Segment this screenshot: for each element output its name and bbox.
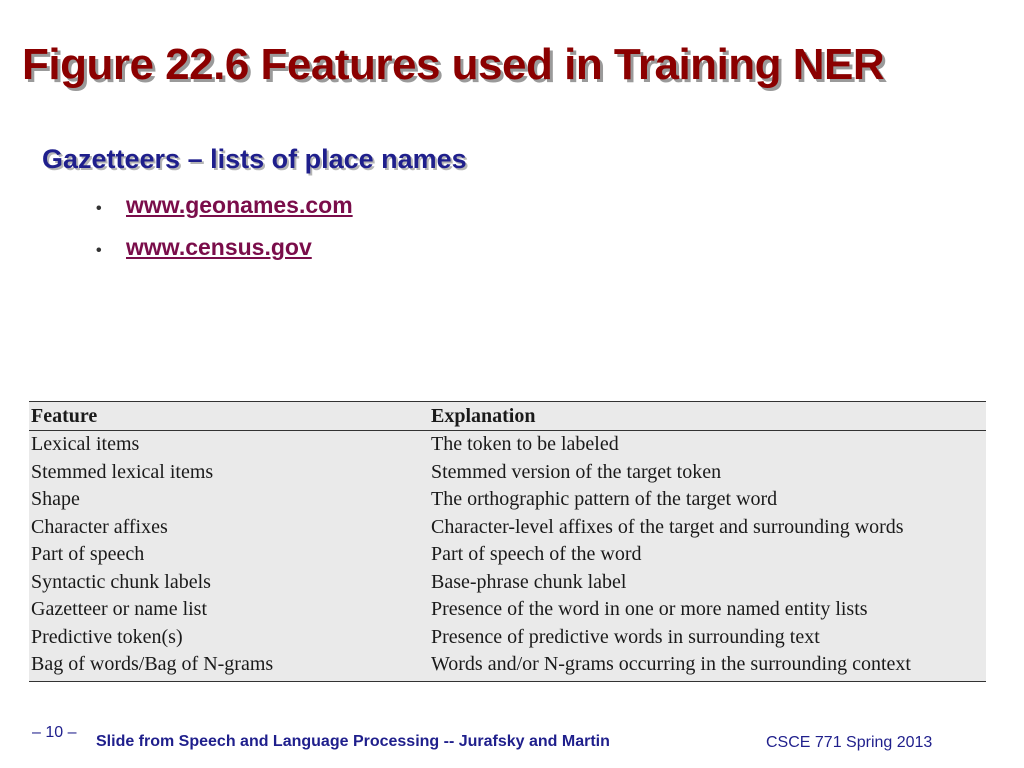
feature-cell: Stemmed lexical items <box>31 460 214 483</box>
feature-cell: Character affixes <box>31 515 168 538</box>
explanation-cell: The token to be labeled <box>431 433 619 456</box>
bullet-icon: • <box>96 200 102 217</box>
explanation-cell: Presence of the word in one or more named entity lists <box>431 598 868 621</box>
table-row <box>29 624 986 652</box>
table-row <box>29 459 986 487</box>
footer-course: CSCE 771 Spring 2013 <box>766 734 933 751</box>
feature-table-container <box>29 401 986 682</box>
feature-cell: Predictive token(s) <box>31 625 183 648</box>
explanation-cell: Words and/or N-grams occurring in the surrounding context <box>431 653 911 676</box>
table-row <box>29 541 986 569</box>
census-link[interactable]: www.census.gov <box>126 234 312 260</box>
table-row <box>29 486 986 514</box>
list-item <box>96 234 353 276</box>
explanation-cell: Presence of predictive words in surrounding text <box>431 625 820 648</box>
feature-cell: Part of speech <box>31 543 145 566</box>
column-header-feature: Feature <box>29 402 429 431</box>
feature-cell: Lexical items <box>31 433 140 456</box>
section-heading: Gazetteers – lists of place names <box>42 144 467 174</box>
feature-cell: Bag of words/Bag of N-grams <box>31 653 274 676</box>
table-header-row <box>29 402 986 431</box>
explanation-cell: Stemmed version of the target token <box>431 460 722 483</box>
list-item <box>96 192 353 234</box>
bullet-icon: • <box>96 242 102 259</box>
geonames-link[interactable]: www.geonames.com <box>126 192 353 218</box>
table-row <box>29 569 986 597</box>
feature-cell: Gazetteer or name list <box>31 598 208 621</box>
table-row <box>29 596 986 624</box>
feature-table <box>29 402 986 679</box>
slide-title: Figure 22.6 Features used in Training NER <box>22 40 885 89</box>
table-row <box>29 651 986 679</box>
explanation-cell: Character-level affixes of the target and surrounding words <box>431 515 904 538</box>
page-number: – 10 – <box>32 724 77 741</box>
link-list <box>96 192 353 276</box>
explanation-cell: Base-phrase chunk label <box>431 570 627 593</box>
feature-cell: Syntactic chunk labels <box>31 570 211 593</box>
table-row <box>29 514 986 542</box>
footer-credit: Slide from Speech and Language Processing -- Jurafsky and Martin <box>96 733 610 750</box>
column-header-explanation: Explanation <box>429 402 986 431</box>
explanation-cell: The orthographic pattern of the target word <box>431 488 778 511</box>
feature-cell: Shape <box>31 488 80 511</box>
explanation-cell: Part of speech of the word <box>431 543 642 566</box>
table-row <box>29 431 986 459</box>
